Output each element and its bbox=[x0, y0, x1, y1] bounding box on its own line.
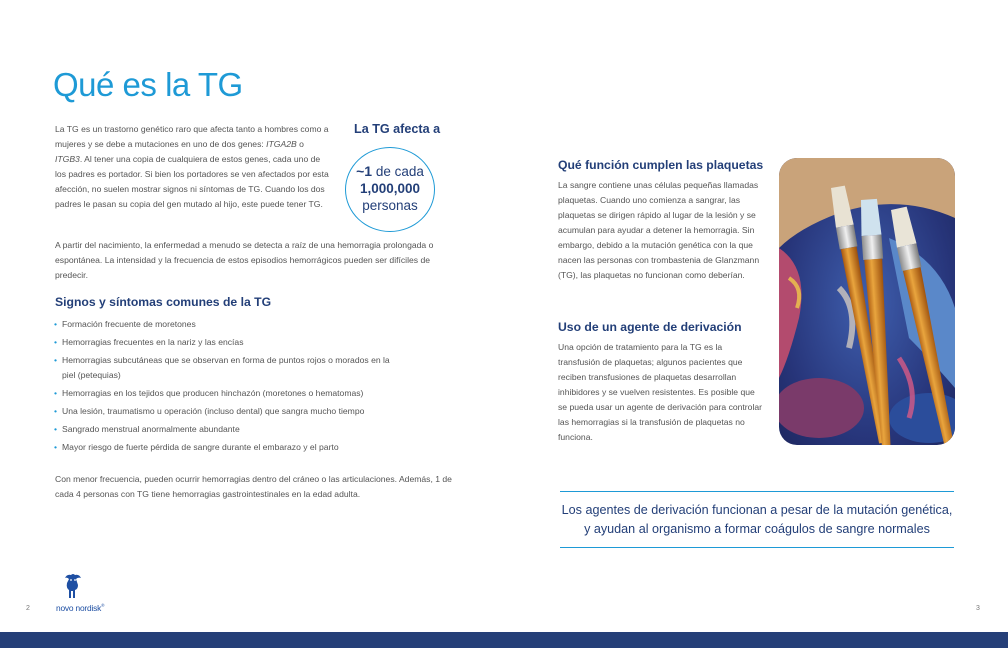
onset-paragraph: A partir del nacimiento, la enfermedad a menudo se detecta a raíz de una hemorragia prolongada o espontánea. La intensidad y la frecuencia de estos episodios hemorrágicos pueden ser difíciles de predecir. bbox=[55, 240, 434, 280]
prevalence-number: 1,000,000 bbox=[359, 181, 421, 196]
pull-quote-line-2: y ayudan al organismo a formar coágulos de sangre normales bbox=[584, 522, 930, 536]
list-item: • Hemorragias subcutáneas que se observan en forma de puntos rojos o morados en la piel (petequias) bbox=[54, 353, 394, 383]
platelets-heading: Qué función cumplen las plaquetas bbox=[558, 158, 764, 172]
registered-mark: ® bbox=[101, 603, 105, 609]
pull-quote bbox=[560, 491, 954, 548]
logo-wordmark: novo nordisk bbox=[56, 603, 102, 613]
footer-divider bbox=[504, 631, 1008, 632]
prevalence-approx: ~1 bbox=[356, 163, 373, 179]
apis-bull-icon bbox=[63, 572, 83, 600]
list-item: • Mayor riesgo de fuerte pérdida de sangre durante el embarazo y el parto bbox=[54, 440, 394, 455]
list-item: • Hemorragias frecuentes en la nariz y las encías bbox=[54, 335, 394, 350]
footer-bar bbox=[0, 632, 1008, 648]
signs-heading: Signos y síntomas comunes de la TG bbox=[55, 295, 272, 309]
paintbrushes-photo bbox=[779, 158, 955, 445]
platelets-paragraph: La sangre contiene unas células pequeñas llamadas plaquetas. Cuando uno comienza a sangrar, las plaquetas se dirigen rápido al lugar de la lesión y se acumulan para ayudar a detener la hemorragia. Sin embargo, debido a la mutación genética con la que nacen las personas con trombastenia de Glanzmann (TG), las plaquetas no funcionan como deberían. bbox=[558, 180, 760, 280]
pull-quote-line-1: Los agentes de derivación funcionan a pesar de la mutación genética, bbox=[561, 503, 953, 517]
page-title: Qué es la TG bbox=[53, 66, 243, 103]
signs-list bbox=[54, 317, 394, 458]
list-item: • Una lesión, traumatismo u operación (incluso dental) que sangra mucho tiempo bbox=[54, 404, 394, 419]
frequency-paragraph: Con menor frecuencia, pueden ocurrir hemorragias dentro del cráneo o las articulaciones. Además, 1 de cada 4 personas con TG tiene hemorragias gastrointestinales en la edad adulta. bbox=[55, 474, 452, 499]
prevalence-circle bbox=[345, 147, 435, 232]
novo-nordisk-logo bbox=[56, 572, 114, 616]
prevalence-line1: de cada bbox=[372, 164, 424, 179]
callout-heading: La TG afecta a bbox=[354, 122, 441, 136]
page-number-left: 2 bbox=[26, 605, 30, 612]
page-number-right: 3 bbox=[976, 605, 980, 612]
bypass-paragraph: Una opción de tratamiento para la TG es la transfusión de plaquetas; algunos pacientes que reciben transfusiones de plaquetas desarrollan inhibidores y se vuelven resistentes. Es posible que se pueda usar un agente de derivación para controlar las hemorragias si la transfusión de plaquetas no funciona. bbox=[558, 342, 763, 442]
prevalence-unit: personas bbox=[362, 198, 418, 213]
intro-paragraph: La TG es un trastorno genético raro que afecta tanto a hombres como a mujeres y se debe a mutaciones en uno de dos genes: ITGA2B o ITGB3. Al tener una copia de cualquiera de estos genes, cada uno de los padres es portador. Si bien los portadores se ven afectados por esta afección, no suelen mostrar signos ni síntomas de TG. Cuando los dos padres le pasan su copia del gen mutado al hijo, este puede tener TG. bbox=[55, 124, 329, 209]
bypass-heading: Uso de un agente de derivación bbox=[558, 320, 742, 334]
list-item: • Sangrado menstrual anormalmente abundante bbox=[54, 422, 394, 437]
list-item: • Formación frecuente de moretones bbox=[54, 317, 394, 332]
list-item: • Hemorragias en los tejidos que producen hinchazón (moretones o hematomas) bbox=[54, 386, 394, 401]
